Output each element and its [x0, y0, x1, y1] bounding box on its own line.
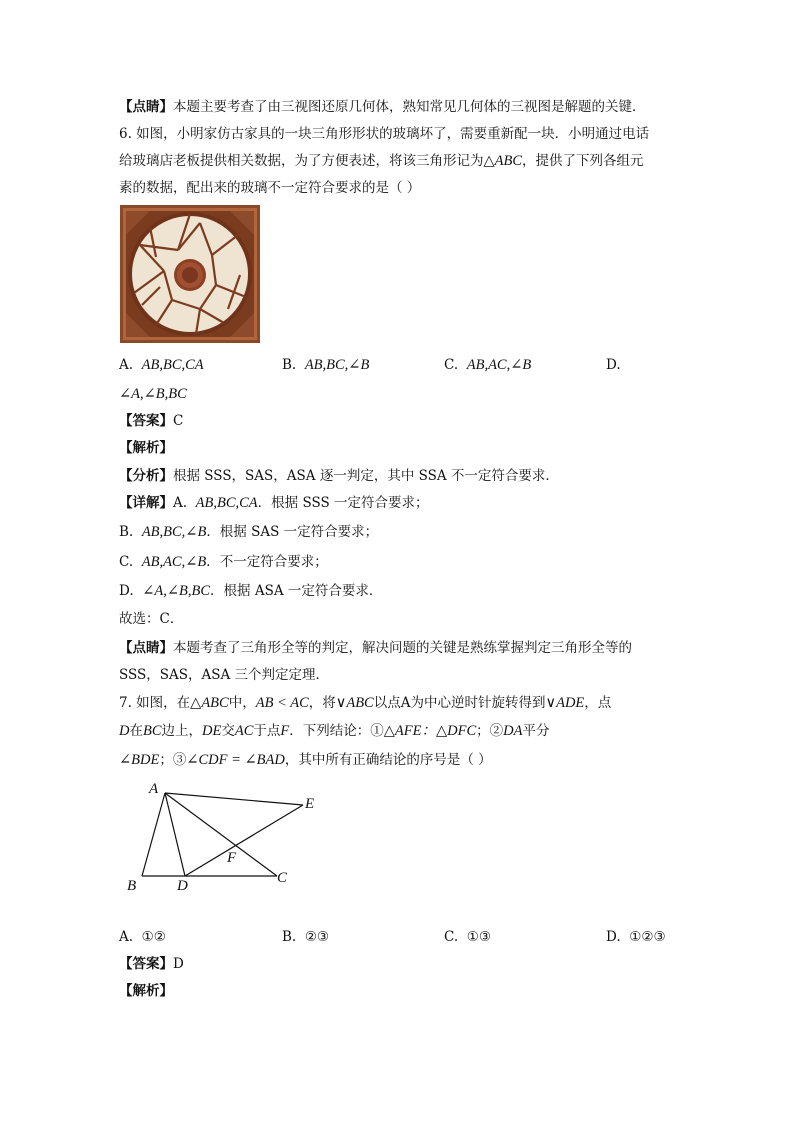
xiangjie-label: C. [119, 554, 134, 570]
tag-answer: 【答案】 [119, 413, 173, 429]
segment-ab [142, 793, 165, 876]
tag-dianjing: 【点睛】 [119, 99, 173, 115]
option-math: AB,AC,∠B [466, 357, 532, 373]
stem-math: △ABC [190, 695, 229, 711]
q7-option-b[interactable] [282, 928, 329, 946]
point-label-a: A [149, 781, 159, 797]
stem-math: D [119, 723, 130, 739]
option-label: B. [282, 357, 297, 373]
q6-option-d-math[interactable] [119, 385, 187, 403]
q6-guxuan: 故选：C． [119, 611, 184, 627]
option-label: A. [119, 357, 134, 373]
stem-math: AC [234, 723, 254, 739]
option-text: ①② [141, 929, 166, 945]
xiangjie-label: A. [173, 495, 188, 511]
q7-stem-line1 [119, 694, 611, 712]
q6-stem-line2 [119, 152, 644, 170]
option-text: ①②③ [629, 929, 666, 945]
q6-math-triangle: △ABC [483, 153, 523, 169]
xiangjie-label: B. [119, 524, 134, 540]
stem-text: 交 [221, 723, 235, 739]
q7-geometry-figure [125, 778, 335, 898]
option-math: AB,BC,∠B [304, 357, 370, 373]
q6-jiexi-tag: 【解析】 [119, 440, 173, 456]
q7-stem-line2 [119, 722, 549, 740]
xiangjie-math: ∠A,∠B,BC [142, 583, 211, 599]
stem-math: AB < AC [255, 695, 309, 711]
antique-glass-window-image [120, 205, 260, 343]
dianjing-text: 本题主要考查了由三视图还原几何体，熟知常见几何体的三视图是解题的关键． [173, 99, 646, 115]
q7-option-a[interactable] [119, 928, 166, 946]
q6-xiangjie-d [119, 582, 382, 600]
xiangjie-text: ．根据 SAS 一定符合要求； [206, 524, 379, 540]
xiangjie-math: AB,AC,∠B [141, 554, 207, 570]
point-label-f: F [227, 850, 237, 866]
stem-text: ；② [476, 723, 504, 739]
stem-text: ，将 [308, 695, 336, 711]
q7-answer [119, 955, 184, 973]
q7-option-d[interactable] [606, 928, 666, 946]
q6-answer [119, 412, 183, 430]
stem-text: ，其中所有正确结论的序号是（ ） [284, 752, 492, 768]
option-math: AB,BC,CA [141, 357, 204, 373]
option-label: A. [119, 929, 134, 945]
tag-answer: 【答案】 [119, 956, 173, 972]
dianjing-text: 本题考查了三角形全等的判定，解决问题的关键是熟练掌握判定三角形全等的 [173, 640, 632, 656]
q6-stem-text: ，提供了下列各组元 [522, 153, 644, 169]
stem-math: DE [202, 723, 222, 739]
stem-math: ∨ADE [545, 695, 585, 711]
stem-text: 中， [228, 695, 256, 711]
tag-fenxi: 【分析】 [119, 468, 173, 484]
xiangjie-text: ．不一定符合要求； [206, 554, 328, 570]
segment-de [185, 805, 303, 876]
q7-stem-line3 [119, 751, 492, 769]
option-text: ②③ [304, 929, 330, 945]
stem-text: 在 [129, 723, 143, 739]
stem-text: ；③ [159, 752, 187, 768]
stem-math: F [280, 723, 290, 739]
stem-text: ．下列结论：① [289, 723, 384, 739]
q6-option-c[interactable] [444, 356, 531, 374]
option-math: ∠A,∠B,BC [119, 386, 187, 402]
q7-option-c[interactable] [444, 928, 491, 946]
q6-stem-line3: 素的数据，配出来的玻璃不一定符合要求的是（ ） [119, 180, 421, 196]
stem-text: ，点 [584, 695, 612, 711]
tag-xiangjie: 【详解】 [119, 495, 173, 511]
tag-dianjing: 【点睛】 [119, 640, 173, 656]
fenxi-text: 根据 SSS，SAS，ASA 逐一判定，其中 SSA 不一定符合要求． [173, 468, 559, 484]
point-label-b: B [127, 878, 137, 894]
option-label: D. [606, 929, 621, 945]
stem-math: BC [142, 723, 162, 739]
stem-math: △AFE：△DFC [383, 723, 477, 739]
xiangjie-text: ．根据 SSS 一定符合要求； [257, 495, 429, 511]
xiangjie-math: AB,BC,CA [195, 495, 258, 511]
q6-stem-line1: 6. 如图，小明家仿古家具的一块三角形形状的玻璃坏了，需要重新配一块．小明通过电话 [119, 126, 650, 142]
option-text: ①③ [466, 929, 491, 945]
stem-math: DA [503, 723, 523, 739]
point-label-e: E [305, 796, 315, 812]
answer-value: D [173, 956, 184, 972]
q7-jiexi-tag: 【解析】 [119, 983, 173, 999]
stem-text: 边上， [161, 723, 203, 739]
q6-dianjing-line2: SSS，SAS，ASA 三个判定定理． [119, 667, 330, 683]
point-label-d: D [177, 878, 188, 894]
option-label: C. [444, 357, 459, 373]
xiangjie-label: D. [119, 583, 134, 599]
stem-text: 平分 [522, 723, 550, 739]
q6-dianjing-line1 [119, 639, 632, 657]
dianjing-q5 [119, 98, 646, 116]
q6-xiangjie-a [119, 494, 429, 512]
q6-option-d-label[interactable]: D. [606, 357, 621, 373]
q6-option-b[interactable] [282, 356, 369, 374]
q6-xiangjie-c [119, 553, 328, 571]
point-label-c: C [277, 870, 288, 886]
stem-text: 于点 [253, 723, 281, 739]
stem-text: 以点A为中心逆时针旋转得到 [373, 695, 546, 711]
stem-math: ∠CDF = ∠BAD [186, 752, 285, 768]
segment-ae [165, 793, 303, 805]
q6-fenxi [119, 467, 559, 485]
xiangjie-text: ．根据 ASA 一定符合要求． [210, 583, 383, 599]
q6-xiangjie-b [119, 523, 378, 541]
q6-option-a[interactable] [119, 356, 204, 374]
answer-value: C [173, 413, 184, 429]
stem-math: ∠BDE [119, 752, 160, 768]
stem-math: ∨ABC [335, 695, 374, 711]
xiangjie-math: AB,BC,∠B [141, 524, 207, 540]
q6-stem-text: 给玻璃店老板提供相关数据，为了方便表述，将该三角形记为 [119, 153, 484, 169]
option-label: B. [282, 929, 297, 945]
stem-text: 7. 如图，在 [119, 695, 191, 711]
option-label: C. [444, 929, 459, 945]
